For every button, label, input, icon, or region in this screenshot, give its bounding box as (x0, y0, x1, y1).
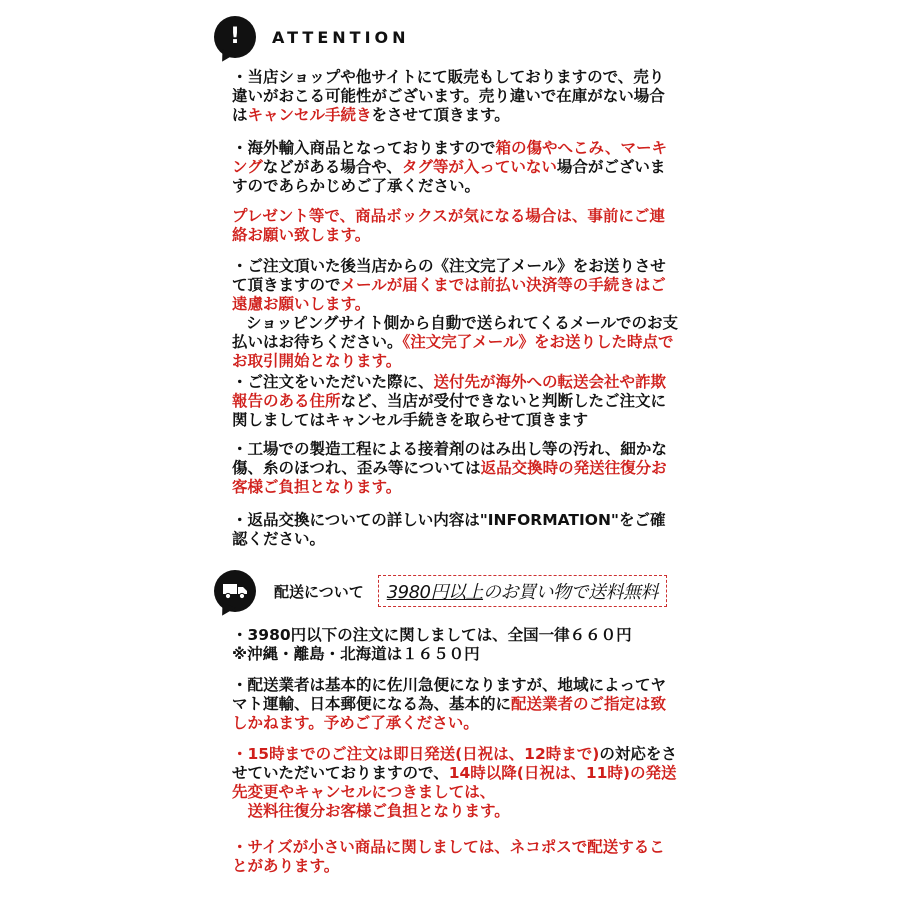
notice-text: ・当店ショップや他サイトにて販売もしておりますので、売り違いがおこる可能性がございます。売り違いで在庫がない場合は (232, 68, 665, 124)
shipping-header (214, 570, 667, 612)
exclamation-bubble-icon (214, 16, 256, 58)
notice-text: などがある場合や、 (262, 158, 402, 176)
shipping-highlight: ・15時までのご注文は即日発送(日祝は、12時まで) (232, 745, 600, 763)
notice-highlight: キャンセル手続き (247, 106, 372, 124)
notice-highlight: メールが届くまでは前払い決済等の手続きはご遠慮お願いします。 (232, 276, 666, 313)
notice-text: ・海外輸入商品となっておりますので (232, 139, 496, 157)
shipping-paragraph-3 (232, 745, 678, 821)
banner-text: のお買い物で送料無料 (483, 582, 659, 603)
notice-text: 場合がございますのであらかじめご了承ください。 (232, 158, 666, 195)
shipping-paragraph-2 (232, 676, 678, 733)
notice-text: ・工場での製造工程による接着剤のはみ出し等の汚れ、細かな傷、糸のほつれ、歪み等については (232, 440, 667, 477)
shipping-paragraph-1: ・3980円以下の注文に関しましては、全国一律６６０円 ※沖縄・離島・北海道は１６５０円 (232, 626, 632, 663)
notice-paragraph-7: ・返品交換についての詳しい内容は"INFORMATION"をご確認ください。 (232, 511, 666, 548)
exclamation-mark: ! (229, 24, 241, 49)
notice-text: をさせて頂きます。 (371, 106, 510, 124)
notice-paragraph-5 (232, 373, 678, 430)
shipping-paragraph-4: ・サイズが小さい商品に関しましては、ネコポスで配送することがあります。 (232, 838, 665, 875)
free-shipping-banner (378, 575, 667, 607)
attention-title: ATTENTION (272, 27, 410, 47)
notice-highlight: 《注文完了メール》をお送りした時点でお取引開始となります。 (232, 333, 674, 370)
shipping-title: 配送について (274, 582, 364, 601)
notice-paragraph-6 (232, 440, 678, 497)
notice-text: ・ご注文頂いた後当店からの《注文完了メール》をお送りさせて頂きますので (232, 257, 666, 294)
shipping-highlight: 14時以降(日祝は、11時)の発送先変更やキャンセルにつきましては、 送料往復分お客様ご負担となります。 (232, 764, 677, 820)
shipping-text: の対応をさせていただいておりますので、 (232, 745, 677, 782)
notice-highlight: 送付先が海外への転送会社や詐欺報告のある住所 (232, 373, 667, 410)
notice-highlight: タグ等が入っていない (401, 158, 557, 176)
notice-text: など、当店が受付できないと判断したご注文に関しましてはキャンセル手続きを取らせて頂きます (232, 392, 667, 429)
banner-threshold: 3980円以上 (386, 582, 484, 603)
notice-text: ショッピングサイト側から自動で送られてくるメールでのお支払いはお待ちください。 (232, 314, 678, 351)
attention-header (214, 16, 410, 58)
notice-paragraph-4 (232, 257, 678, 371)
notice-highlight: 返品交換時の発送往復分お客様ご負担となります。 (232, 459, 667, 496)
notice-paragraph-3: プレゼント等で、商品ボックスが気になる場合は、事前にご連絡お願い致します。 (232, 207, 665, 244)
notice-paragraph-2 (232, 139, 678, 196)
delivery-truck-icon (214, 570, 256, 612)
shipping-text: ・配送業者は基本的に佐川急便になりますが、地域によってヤマト運輸、日本郵便になる為、基本的に (232, 676, 667, 713)
truck-glyph (222, 582, 248, 600)
notice-text: ・ご注文をいただいた際に、 (232, 373, 434, 391)
notice-highlight: 箱の傷やへこみ、マーキング (232, 139, 667, 176)
shipping-highlight: 配送業者のご指定は致しかねます。予めご了承ください。 (232, 695, 667, 732)
notice-paragraph-1 (232, 68, 678, 125)
